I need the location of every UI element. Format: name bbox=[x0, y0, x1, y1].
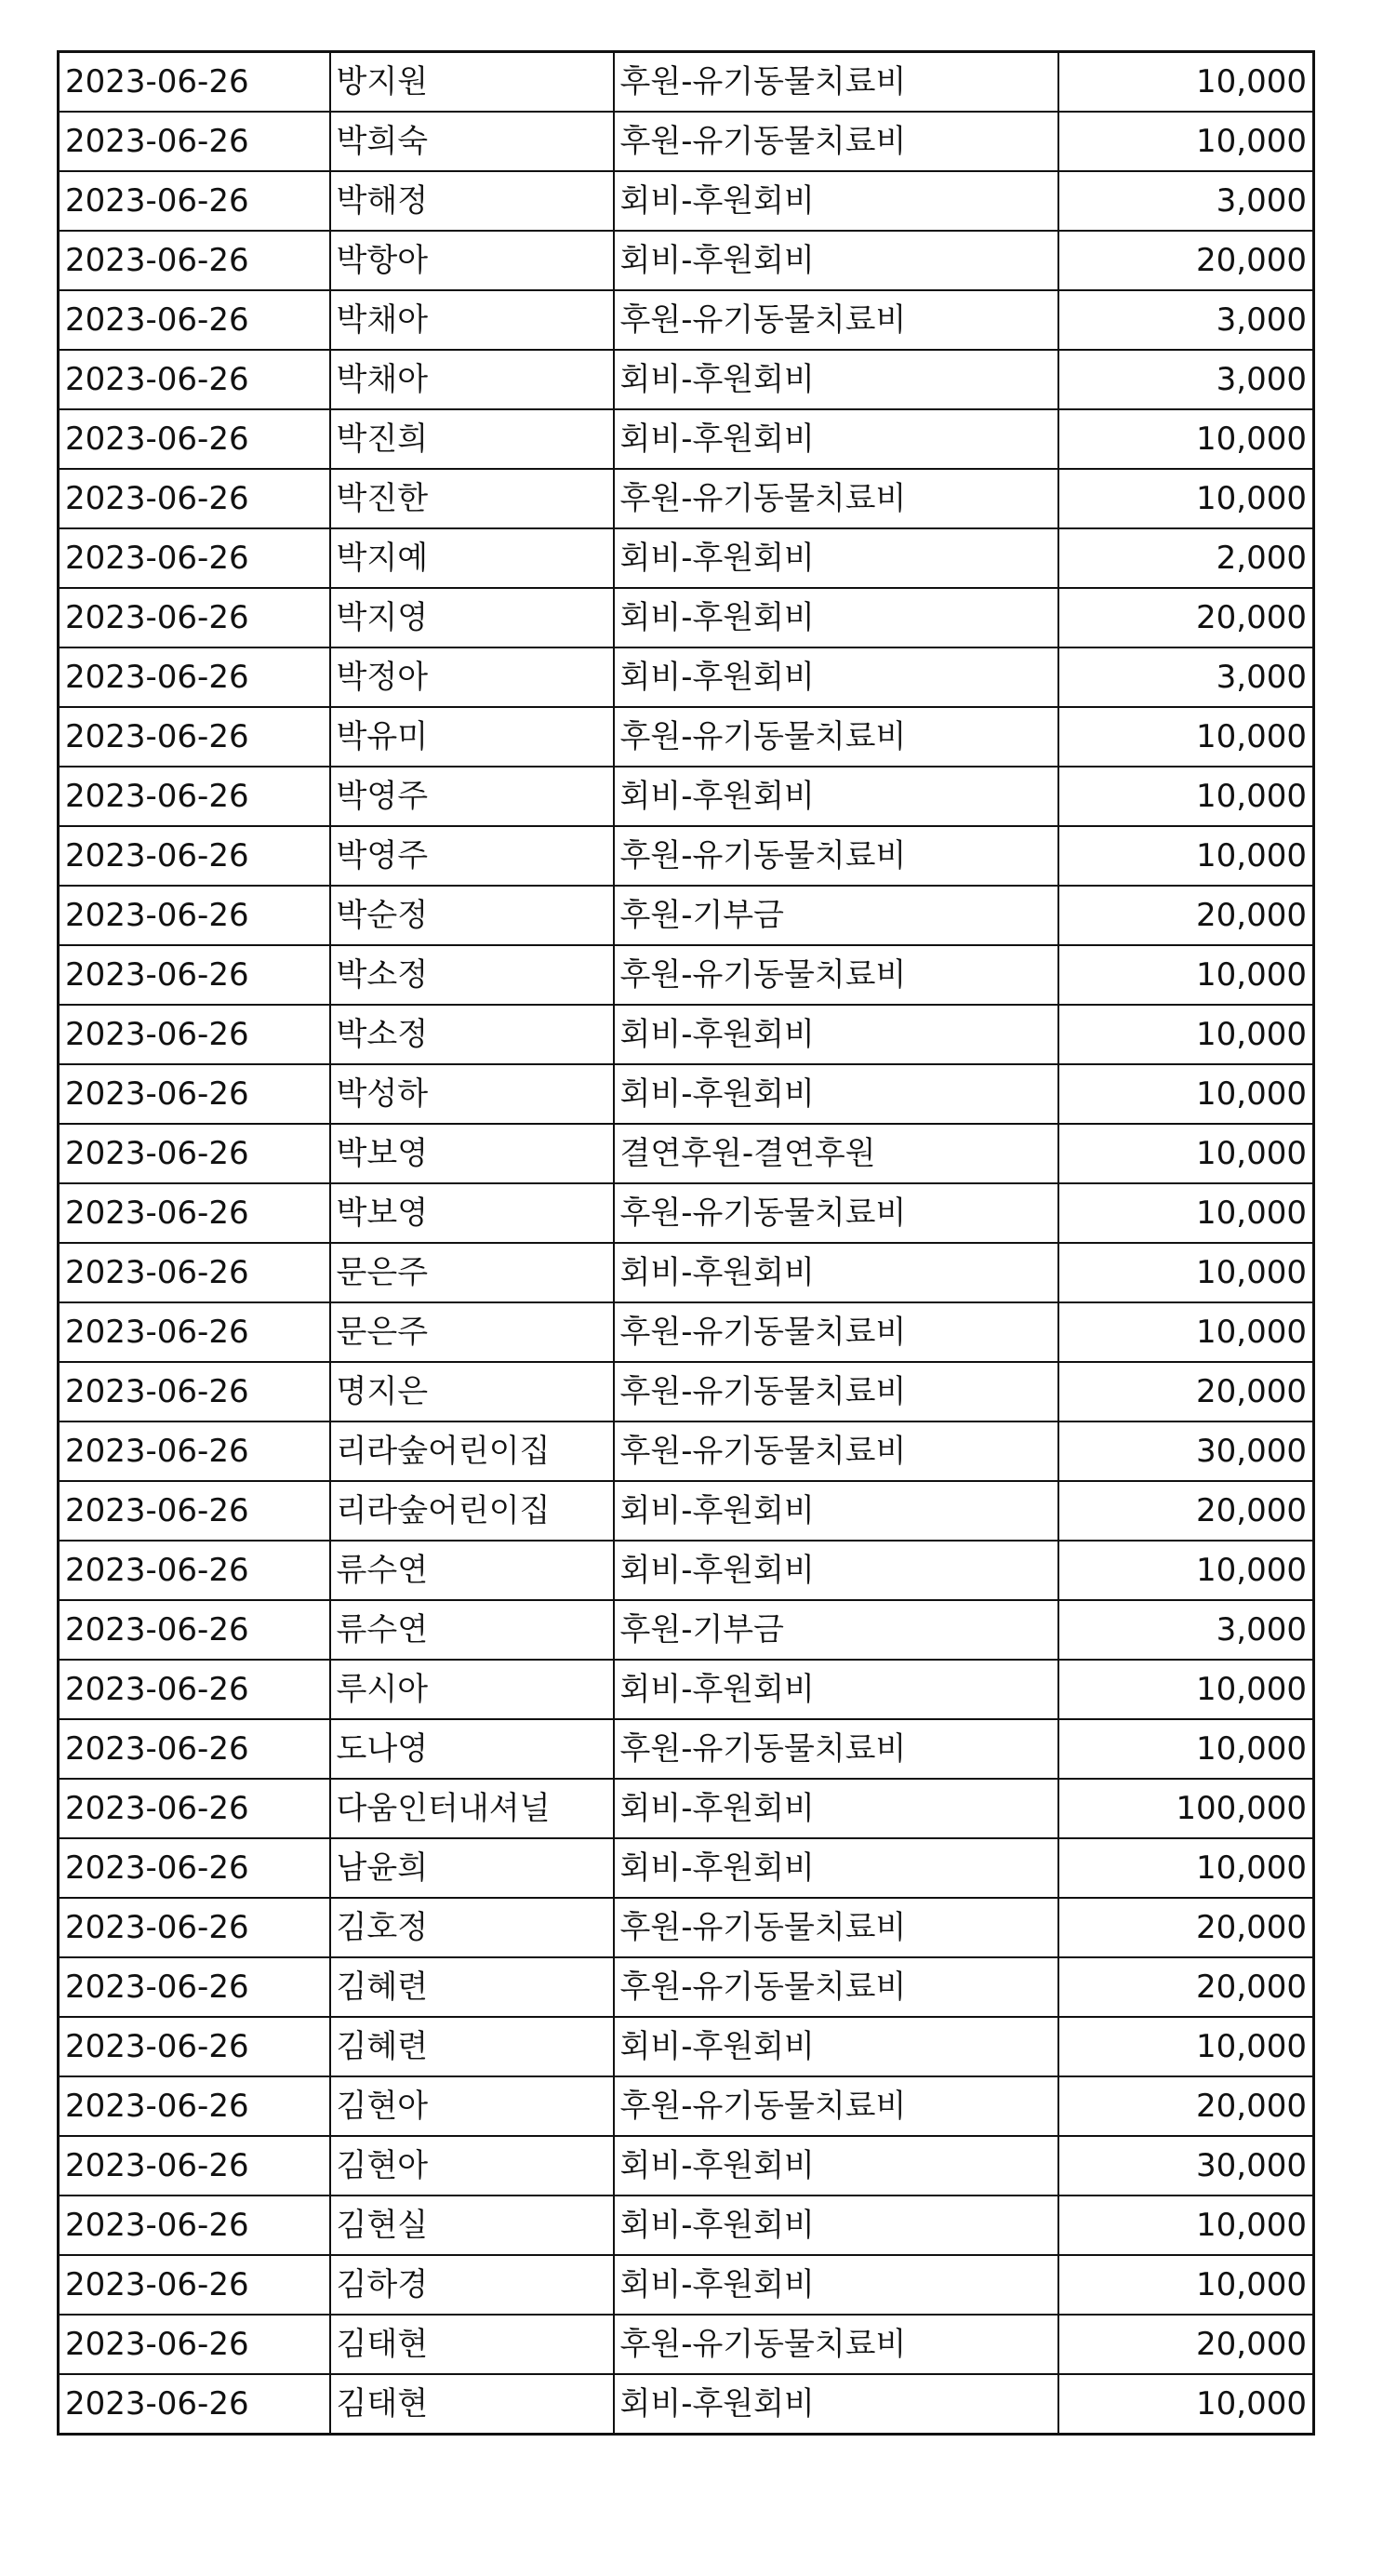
table-row bbox=[59, 409, 1314, 469]
amount-cell: 10,000 bbox=[1058, 1183, 1314, 1243]
amount-cell: 20,000 bbox=[1058, 1898, 1314, 1957]
date-cell: 2023-06-26 bbox=[59, 2255, 330, 2315]
table-row bbox=[59, 112, 1314, 171]
amount-cell: 20,000 bbox=[1058, 1362, 1314, 1421]
amount-cell: 10,000 bbox=[1058, 1243, 1314, 1302]
category-cell: 회비-후원회비 bbox=[614, 767, 1058, 826]
category-cell: 회비-후원회비 bbox=[614, 588, 1058, 647]
donor-name-cell: 박보영 bbox=[330, 1124, 614, 1183]
amount-cell: 3,000 bbox=[1058, 350, 1314, 409]
date-cell: 2023-06-26 bbox=[59, 945, 330, 1005]
donor-name-cell: 박유미 bbox=[330, 707, 614, 767]
category-cell: 회비-후원회비 bbox=[614, 409, 1058, 469]
category-cell: 회비-후원회비 bbox=[614, 1779, 1058, 1838]
amount-cell: 20,000 bbox=[1058, 1481, 1314, 1541]
date-cell: 2023-06-26 bbox=[59, 350, 330, 409]
table-row bbox=[59, 1243, 1314, 1302]
amount-cell: 20,000 bbox=[1058, 588, 1314, 647]
category-cell: 후원-유기동물치료비 bbox=[614, 1362, 1058, 1421]
table-row bbox=[59, 1005, 1314, 1064]
date-cell: 2023-06-26 bbox=[59, 469, 330, 528]
table-row bbox=[59, 1064, 1314, 1124]
amount-cell: 100,000 bbox=[1058, 1779, 1314, 1838]
date-cell: 2023-06-26 bbox=[59, 1243, 330, 1302]
donor-name-cell: 박채아 bbox=[330, 290, 614, 350]
date-cell: 2023-06-26 bbox=[59, 409, 330, 469]
amount-cell: 3,000 bbox=[1058, 647, 1314, 707]
table-row bbox=[59, 1600, 1314, 1660]
table-row bbox=[59, 1183, 1314, 1243]
table-row bbox=[59, 171, 1314, 231]
category-cell: 회비-후원회비 bbox=[614, 1660, 1058, 1719]
donor-name-cell: 박정아 bbox=[330, 647, 614, 707]
table-row bbox=[59, 350, 1314, 409]
category-cell: 후원-유기동물치료비 bbox=[614, 826, 1058, 886]
table-row bbox=[59, 2136, 1314, 2196]
table-row bbox=[59, 2017, 1314, 2076]
amount-cell: 10,000 bbox=[1058, 1541, 1314, 1600]
date-cell: 2023-06-26 bbox=[59, 707, 330, 767]
amount-cell: 10,000 bbox=[1058, 2374, 1314, 2435]
date-cell: 2023-06-26 bbox=[59, 1898, 330, 1957]
donor-name-cell: 박해정 bbox=[330, 171, 614, 231]
table-row bbox=[59, 707, 1314, 767]
donor-name-cell: 김호정 bbox=[330, 1898, 614, 1957]
date-cell: 2023-06-26 bbox=[59, 290, 330, 350]
donor-name-cell: 방지원 bbox=[330, 52, 614, 113]
category-cell: 회비-후원회비 bbox=[614, 2255, 1058, 2315]
category-cell: 회비-후원회비 bbox=[614, 350, 1058, 409]
table-row bbox=[59, 1838, 1314, 1898]
amount-cell: 10,000 bbox=[1058, 767, 1314, 826]
date-cell: 2023-06-26 bbox=[59, 112, 330, 171]
category-cell: 후원-유기동물치료비 bbox=[614, 290, 1058, 350]
amount-cell: 10,000 bbox=[1058, 469, 1314, 528]
date-cell: 2023-06-26 bbox=[59, 1005, 330, 1064]
date-cell: 2023-06-26 bbox=[59, 588, 330, 647]
table-row bbox=[59, 826, 1314, 886]
category-cell: 회비-후원회비 bbox=[614, 1005, 1058, 1064]
donor-name-cell: 박성하 bbox=[330, 1064, 614, 1124]
donor-name-cell: 류수연 bbox=[330, 1600, 614, 1660]
amount-cell: 10,000 bbox=[1058, 707, 1314, 767]
donor-name-cell: 문은주 bbox=[330, 1302, 614, 1362]
table-row bbox=[59, 1719, 1314, 1779]
date-cell: 2023-06-26 bbox=[59, 1600, 330, 1660]
donor-name-cell: 루시아 bbox=[330, 1660, 614, 1719]
amount-cell: 3,000 bbox=[1058, 290, 1314, 350]
category-cell: 회비-후원회비 bbox=[614, 2374, 1058, 2435]
donor-name-cell: 박희숙 bbox=[330, 112, 614, 171]
donor-name-cell: 박소정 bbox=[330, 945, 614, 1005]
category-cell: 회비-후원회비 bbox=[614, 647, 1058, 707]
donor-name-cell: 김현실 bbox=[330, 2196, 614, 2255]
category-cell: 후원-유기동물치료비 bbox=[614, 1898, 1058, 1957]
amount-cell: 10,000 bbox=[1058, 1719, 1314, 1779]
date-cell: 2023-06-26 bbox=[59, 528, 330, 588]
donor-name-cell: 도나영 bbox=[330, 1719, 614, 1779]
table-row bbox=[59, 469, 1314, 528]
donor-name-cell: 박소정 bbox=[330, 1005, 614, 1064]
amount-cell: 10,000 bbox=[1058, 52, 1314, 113]
category-cell: 회비-후원회비 bbox=[614, 528, 1058, 588]
category-cell: 후원-유기동물치료비 bbox=[614, 1719, 1058, 1779]
amount-cell: 10,000 bbox=[1058, 2255, 1314, 2315]
date-cell: 2023-06-26 bbox=[59, 1957, 330, 2017]
donor-name-cell: 김혜련 bbox=[330, 2017, 614, 2076]
donor-name-cell: 김하경 bbox=[330, 2255, 614, 2315]
amount-cell: 2,000 bbox=[1058, 528, 1314, 588]
amount-cell: 10,000 bbox=[1058, 1005, 1314, 1064]
category-cell: 후원-유기동물치료비 bbox=[614, 112, 1058, 171]
amount-cell: 10,000 bbox=[1058, 945, 1314, 1005]
category-cell: 후원-유기동물치료비 bbox=[614, 1302, 1058, 1362]
amount-cell: 10,000 bbox=[1058, 2196, 1314, 2255]
amount-cell: 10,000 bbox=[1058, 826, 1314, 886]
amount-cell: 20,000 bbox=[1058, 2315, 1314, 2374]
table-row bbox=[59, 1362, 1314, 1421]
table-row bbox=[59, 1481, 1314, 1541]
amount-cell: 10,000 bbox=[1058, 409, 1314, 469]
date-cell: 2023-06-26 bbox=[59, 2196, 330, 2255]
category-cell: 결연후원-결연후원 bbox=[614, 1124, 1058, 1183]
category-cell: 후원-유기동물치료비 bbox=[614, 707, 1058, 767]
date-cell: 2023-06-26 bbox=[59, 1838, 330, 1898]
table-row bbox=[59, 1660, 1314, 1719]
category-cell: 회비-후원회비 bbox=[614, 231, 1058, 290]
date-cell: 2023-06-26 bbox=[59, 171, 330, 231]
date-cell: 2023-06-26 bbox=[59, 1183, 330, 1243]
date-cell: 2023-06-26 bbox=[59, 1779, 330, 1838]
category-cell: 후원-유기동물치료비 bbox=[614, 1421, 1058, 1481]
table-row bbox=[59, 2315, 1314, 2374]
date-cell: 2023-06-26 bbox=[59, 2374, 330, 2435]
amount-cell: 10,000 bbox=[1058, 1838, 1314, 1898]
donor-name-cell: 박지영 bbox=[330, 588, 614, 647]
category-cell: 후원-유기동물치료비 bbox=[614, 469, 1058, 528]
donor-name-cell: 김태현 bbox=[330, 2374, 614, 2435]
table-row bbox=[59, 886, 1314, 945]
date-cell: 2023-06-26 bbox=[59, 1124, 330, 1183]
date-cell: 2023-06-26 bbox=[59, 1302, 330, 1362]
category-cell: 회비-후원회비 bbox=[614, 2017, 1058, 2076]
table-row bbox=[59, 1421, 1314, 1481]
category-cell: 후원-유기동물치료비 bbox=[614, 1183, 1058, 1243]
table-row bbox=[59, 1957, 1314, 2017]
amount-cell: 20,000 bbox=[1058, 886, 1314, 945]
date-cell: 2023-06-26 bbox=[59, 1481, 330, 1541]
donor-name-cell: 류수연 bbox=[330, 1541, 614, 1600]
donation-table bbox=[57, 50, 1315, 2436]
category-cell: 회비-후원회비 bbox=[614, 1243, 1058, 1302]
category-cell: 회비-후원회비 bbox=[614, 1064, 1058, 1124]
table-row bbox=[59, 1779, 1314, 1838]
amount-cell: 3,000 bbox=[1058, 1600, 1314, 1660]
donor-name-cell: 박보영 bbox=[330, 1183, 614, 1243]
table-row bbox=[59, 290, 1314, 350]
date-cell: 2023-06-26 bbox=[59, 1541, 330, 1600]
donor-name-cell: 리라숲어린이집 bbox=[330, 1481, 614, 1541]
date-cell: 2023-06-26 bbox=[59, 52, 330, 113]
donation-ledger bbox=[57, 50, 1312, 2436]
donor-name-cell: 남윤희 bbox=[330, 1838, 614, 1898]
date-cell: 2023-06-26 bbox=[59, 1421, 330, 1481]
amount-cell: 10,000 bbox=[1058, 1302, 1314, 1362]
date-cell: 2023-06-26 bbox=[59, 2136, 330, 2196]
table-row bbox=[59, 528, 1314, 588]
date-cell: 2023-06-26 bbox=[59, 1660, 330, 1719]
date-cell: 2023-06-26 bbox=[59, 1064, 330, 1124]
date-cell: 2023-06-26 bbox=[59, 2076, 330, 2136]
donor-name-cell: 김현아 bbox=[330, 2136, 614, 2196]
donor-name-cell: 문은주 bbox=[330, 1243, 614, 1302]
category-cell: 후원-기부금 bbox=[614, 1600, 1058, 1660]
amount-cell: 10,000 bbox=[1058, 1660, 1314, 1719]
amount-cell: 20,000 bbox=[1058, 1957, 1314, 2017]
date-cell: 2023-06-26 bbox=[59, 767, 330, 826]
donor-name-cell: 박항아 bbox=[330, 231, 614, 290]
amount-cell: 20,000 bbox=[1058, 2076, 1314, 2136]
donor-name-cell: 박채아 bbox=[330, 350, 614, 409]
donor-name-cell: 박진한 bbox=[330, 469, 614, 528]
donor-name-cell: 김태현 bbox=[330, 2315, 614, 2374]
amount-cell: 10,000 bbox=[1058, 1124, 1314, 1183]
donor-name-cell: 박영주 bbox=[330, 826, 614, 886]
donor-name-cell: 김혜련 bbox=[330, 1957, 614, 2017]
category-cell: 회비-후원회비 bbox=[614, 1838, 1058, 1898]
donation-table-body bbox=[59, 52, 1314, 2435]
date-cell: 2023-06-26 bbox=[59, 886, 330, 945]
donor-name-cell: 다움인터내셔널 bbox=[330, 1779, 614, 1838]
table-row bbox=[59, 52, 1314, 113]
category-cell: 후원-유기동물치료비 bbox=[614, 2076, 1058, 2136]
table-row bbox=[59, 2076, 1314, 2136]
category-cell: 회비-후원회비 bbox=[614, 2136, 1058, 2196]
category-cell: 회비-후원회비 bbox=[614, 1481, 1058, 1541]
table-row bbox=[59, 945, 1314, 1005]
table-row bbox=[59, 2196, 1314, 2255]
donor-name-cell: 박지예 bbox=[330, 528, 614, 588]
table-row bbox=[59, 1541, 1314, 1600]
amount-cell: 20,000 bbox=[1058, 231, 1314, 290]
table-row bbox=[59, 767, 1314, 826]
donor-name-cell: 박순정 bbox=[330, 886, 614, 945]
category-cell: 후원-유기동물치료비 bbox=[614, 945, 1058, 1005]
table-row bbox=[59, 1124, 1314, 1183]
date-cell: 2023-06-26 bbox=[59, 826, 330, 886]
donor-name-cell: 박진희 bbox=[330, 409, 614, 469]
date-cell: 2023-06-26 bbox=[59, 2017, 330, 2076]
category-cell: 후원-기부금 bbox=[614, 886, 1058, 945]
amount-cell: 10,000 bbox=[1058, 2017, 1314, 2076]
date-cell: 2023-06-26 bbox=[59, 231, 330, 290]
date-cell: 2023-06-26 bbox=[59, 647, 330, 707]
donor-name-cell: 리라숲어린이집 bbox=[330, 1421, 614, 1481]
table-row bbox=[59, 588, 1314, 647]
category-cell: 후원-유기동물치료비 bbox=[614, 1957, 1058, 2017]
table-row bbox=[59, 2255, 1314, 2315]
table-row bbox=[59, 1302, 1314, 1362]
amount-cell: 10,000 bbox=[1058, 112, 1314, 171]
table-row bbox=[59, 1898, 1314, 1957]
amount-cell: 3,000 bbox=[1058, 171, 1314, 231]
table-row bbox=[59, 647, 1314, 707]
donor-name-cell: 명지은 bbox=[330, 1362, 614, 1421]
table-row bbox=[59, 231, 1314, 290]
category-cell: 후원-유기동물치료비 bbox=[614, 52, 1058, 113]
date-cell: 2023-06-26 bbox=[59, 1719, 330, 1779]
date-cell: 2023-06-26 bbox=[59, 2315, 330, 2374]
amount-cell: 30,000 bbox=[1058, 2136, 1314, 2196]
category-cell: 회비-후원회비 bbox=[614, 171, 1058, 231]
date-cell: 2023-06-26 bbox=[59, 1362, 330, 1421]
donor-name-cell: 김현아 bbox=[330, 2076, 614, 2136]
amount-cell: 10,000 bbox=[1058, 1064, 1314, 1124]
amount-cell: 30,000 bbox=[1058, 1421, 1314, 1481]
category-cell: 회비-후원회비 bbox=[614, 2196, 1058, 2255]
table-row bbox=[59, 2374, 1314, 2435]
category-cell: 후원-유기동물치료비 bbox=[614, 2315, 1058, 2374]
donor-name-cell: 박영주 bbox=[330, 767, 614, 826]
category-cell: 회비-후원회비 bbox=[614, 1541, 1058, 1600]
